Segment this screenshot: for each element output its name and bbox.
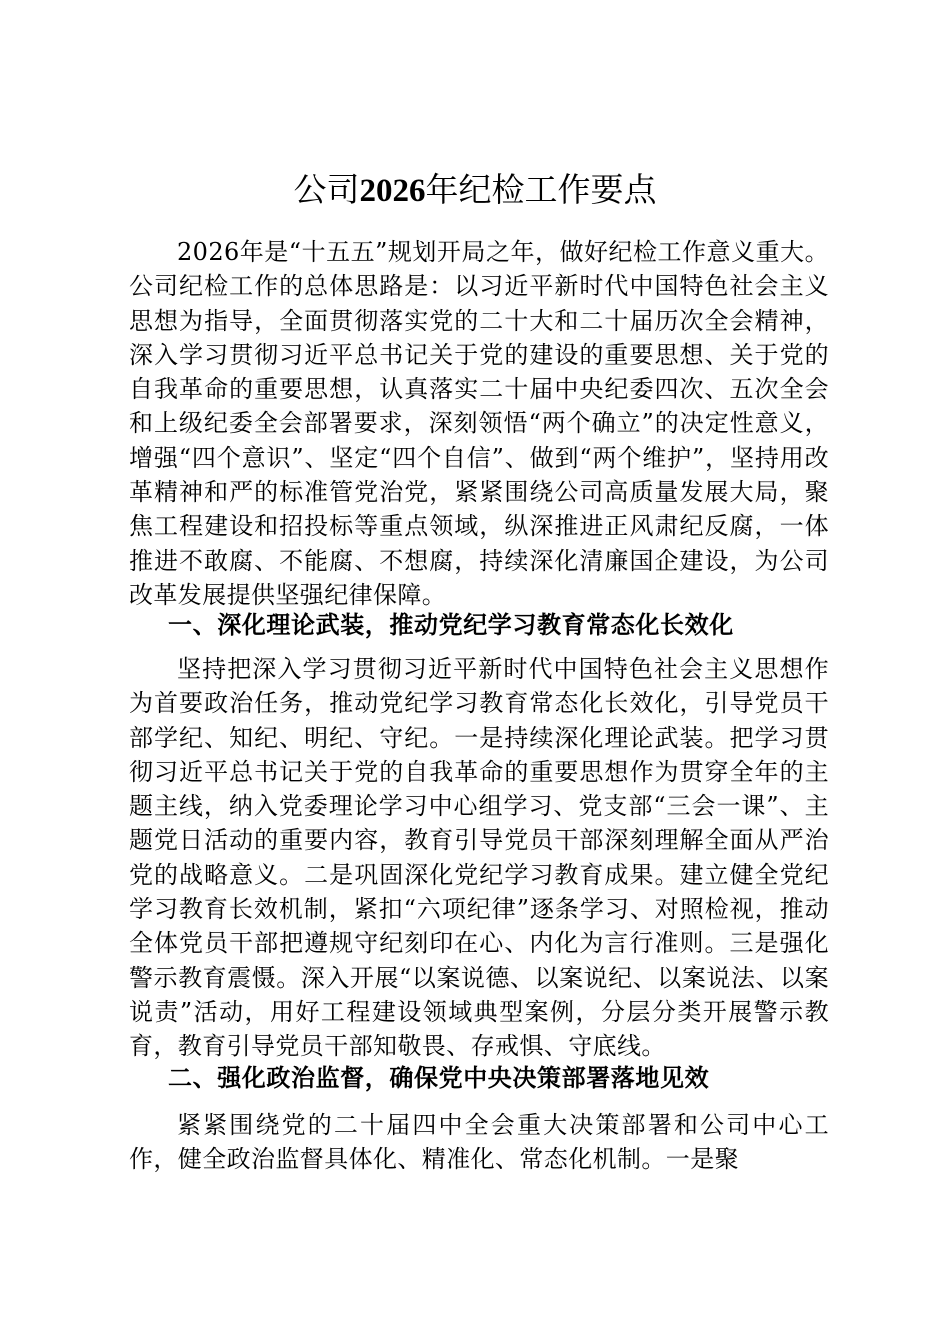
title-prefix: 公司 xyxy=(293,170,360,209)
section-heading-1: 一、深化理论武装，推动党纪学习教育常态化长效化 xyxy=(168,611,734,639)
title-year: 2026 xyxy=(359,173,426,209)
section-2-paragraph: 紧紧围绕党的二十届四中全会重大决策部署和公司中心工作，健全政治监督具体化、精准化、常态化机制。一是聚 xyxy=(129,1111,829,1174)
document-title xyxy=(0,168,950,213)
title-suffix: 年纪检工作要点 xyxy=(425,170,657,209)
section-1-paragraph: 坚持把深入学习贯彻习近平新时代中国特色社会主义思想作为首要政治任务，推动党纪学习教育常态化长效化，引导党员干部学纪、知纪、明纪、守纪。一是持续深化理论武装。把学习贯彻习近平总书记关于党的自我革命的重要思想作为贯穿全年的主题主线，纳入党委理论学习中心组学习、党支部“三会一课”、主题党日活动的重要内容，教育引导党员干部深刻理解全面从严治党的战略意义。二是巩固深化党纪学习教育成果。建立健全党纪学习教育长效机制，紧扣“六项纪律”逐条学习、对照检视，推动全体党员干部把遵规守纪刻印在心、内化为言行准则。三是强化警示教育震慑。深入开展“以案说德、以案说纪、以案说法、以案说责”活动，用好工程建设领域典型案例，分层分类开展警示教育，教育引导党员干部知敬畏、存戒惧、守底线。 xyxy=(129,655,829,1061)
intro-paragraph: 2026年是“十五五”规划开局之年，做好纪检工作意义重大。公司纪检工作的总体思路是：以习近平新时代中国特色社会主义思想为指导，全面贯彻落实党的二十大和二十届历次全会精神，深入学习贯彻习近平总书记关于党的建设的重要思想、关于党的自我革命的重要思想，认真落实二十届中央纪委四次、五次全会和上级纪委全会部署要求，深刻领悟“两个确立”的决定性意义，增强“四个意识”、坚定“四个自信”、做到“两个维护”，坚持用改革精神和严的标准管党治党，紧紧围绕公司高质量发展大局，聚焦工程建设和招投标等重点领域，纵深推进正风肃纪反腐，一体推进不敢腐、不能腐、不想腐，持续深化清廉国企建设，为公司改革发展提供坚强纪律保障。 xyxy=(129,238,829,609)
section-heading-2: 二、强化政治监督，确保党中央决策部署落地见效 xyxy=(168,1064,710,1092)
